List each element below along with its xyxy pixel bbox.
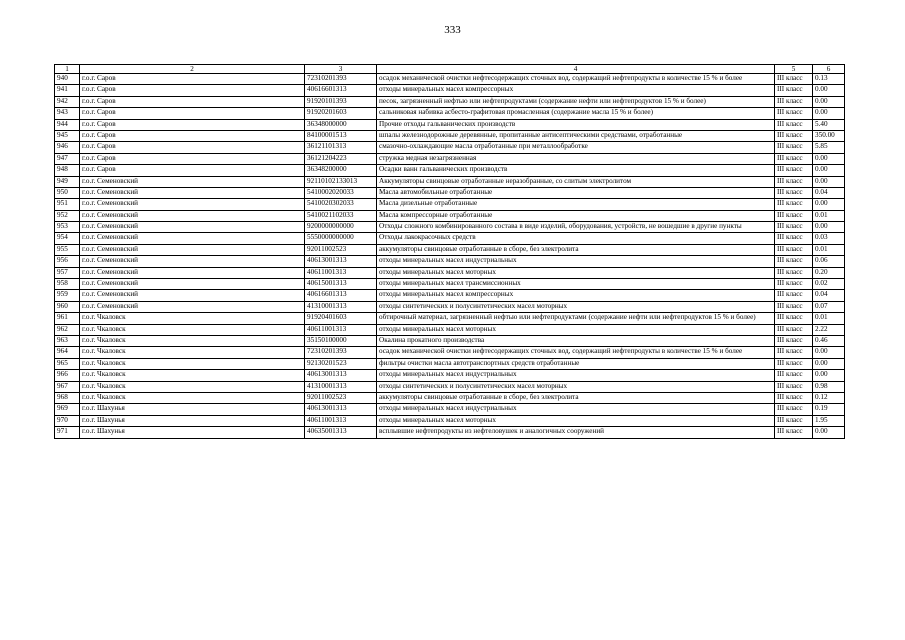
hazard-class-cell: III класс bbox=[775, 244, 813, 255]
code-cell: 40635001313 bbox=[305, 427, 377, 438]
row-number-cell: 956 bbox=[55, 256, 80, 267]
location-cell: г.о.г. Семеновский bbox=[80, 256, 305, 267]
row-number-cell: 971 bbox=[55, 427, 80, 438]
column-header: 1 bbox=[55, 65, 80, 74]
location-cell: г.о.г. Саров bbox=[80, 74, 305, 85]
location-cell: г.о.г. Саров bbox=[80, 108, 305, 119]
location-cell: г.о.г. Чкаловск bbox=[80, 358, 305, 369]
amount-cell: 0.12 bbox=[813, 392, 845, 403]
code-cell: 92011002523 bbox=[305, 392, 377, 403]
amount-cell: 0.00 bbox=[813, 96, 845, 107]
waste-name-cell: отходы минеральных масел компрессорных bbox=[377, 85, 775, 96]
row-number-cell: 943 bbox=[55, 108, 80, 119]
hazard-class-cell: III класс bbox=[775, 74, 813, 85]
amount-cell: 0.13 bbox=[813, 74, 845, 85]
hazard-class-cell: III класс bbox=[775, 222, 813, 233]
row-number-cell: 951 bbox=[55, 199, 80, 210]
amount-cell: 0.00 bbox=[813, 153, 845, 164]
table-row bbox=[55, 290, 845, 301]
code-cell: 5410021102033 bbox=[305, 210, 377, 221]
amount-cell: 0.01 bbox=[813, 210, 845, 221]
location-cell: г.о.г. Семеновский bbox=[80, 290, 305, 301]
location-cell: г.о.г. Семеновский bbox=[80, 187, 305, 198]
waste-register-table bbox=[54, 64, 845, 439]
table-row bbox=[55, 176, 845, 187]
waste-name-cell: Масла компрессорные отработанные bbox=[377, 210, 775, 221]
code-cell: 36348200000 bbox=[305, 165, 377, 176]
amount-cell: 0.00 bbox=[813, 427, 845, 438]
hazard-class-cell: III класс bbox=[775, 153, 813, 164]
row-number-cell: 948 bbox=[55, 165, 80, 176]
code-cell: 91920201603 bbox=[305, 108, 377, 119]
amount-cell: 0.00 bbox=[813, 85, 845, 96]
amount-cell: 1.95 bbox=[813, 415, 845, 426]
code-cell: 40613001313 bbox=[305, 370, 377, 381]
hazard-class-cell: III класс bbox=[775, 427, 813, 438]
amount-cell: 2.22 bbox=[813, 324, 845, 335]
code-cell: 40613001313 bbox=[305, 256, 377, 267]
amount-cell: 0.19 bbox=[813, 404, 845, 415]
table-row bbox=[55, 381, 845, 392]
table-row bbox=[55, 142, 845, 153]
hazard-class-cell: III класс bbox=[775, 165, 813, 176]
amount-cell: 0.00 bbox=[813, 347, 845, 358]
row-number-cell: 954 bbox=[55, 233, 80, 244]
location-cell: г.о.г. Семеновский bbox=[80, 244, 305, 255]
row-number-cell: 946 bbox=[55, 142, 80, 153]
location-cell: г.о.г. Семеновский bbox=[80, 301, 305, 312]
code-cell: 92011002523 bbox=[305, 244, 377, 255]
code-cell: 36121101313 bbox=[305, 142, 377, 153]
row-number-cell: 947 bbox=[55, 153, 80, 164]
code-cell: 84100001513 bbox=[305, 130, 377, 141]
row-number-cell: 969 bbox=[55, 404, 80, 415]
hazard-class-cell: III класс bbox=[775, 370, 813, 381]
code-cell: 92110102133013 bbox=[305, 176, 377, 187]
table-row bbox=[55, 222, 845, 233]
amount-cell: 0.20 bbox=[813, 267, 845, 278]
row-number-cell: 970 bbox=[55, 415, 80, 426]
amount-cell: 0.00 bbox=[813, 176, 845, 187]
hazard-class-cell: III класс bbox=[775, 324, 813, 335]
hazard-class-cell: III класс bbox=[775, 108, 813, 119]
table-row bbox=[55, 153, 845, 164]
row-number-cell: 964 bbox=[55, 347, 80, 358]
waste-name-cell: песок, загрязненный нефтью или нефтепродуктами (содержание нефти или нефтепродуктов 15 % и более) bbox=[377, 96, 775, 107]
code-cell: 5410020302033 bbox=[305, 199, 377, 210]
row-number-cell: 963 bbox=[55, 335, 80, 346]
row-number-cell: 965 bbox=[55, 358, 80, 369]
hazard-class-cell: III класс bbox=[775, 347, 813, 358]
row-number-cell: 967 bbox=[55, 381, 80, 392]
amount-cell: 0.07 bbox=[813, 301, 845, 312]
hazard-class-cell: III класс bbox=[775, 313, 813, 324]
row-number-cell: 961 bbox=[55, 313, 80, 324]
table-row bbox=[55, 210, 845, 221]
table-row bbox=[55, 415, 845, 426]
row-number-cell: 957 bbox=[55, 267, 80, 278]
waste-name-cell: смазочно-охлаждающие масла отработанные при металлообработке bbox=[377, 142, 775, 153]
waste-name-cell: отходы синтетических и полусинтетических масел моторных bbox=[377, 381, 775, 392]
table-row bbox=[55, 187, 845, 198]
waste-name-cell: обтирочный материал, загрязненный нефтью или нефтепродуктами (содержание нефти или нефтепродуктов 15 % и более) bbox=[377, 313, 775, 324]
hazard-class-cell: III класс bbox=[775, 199, 813, 210]
waste-name-cell: Осадки ванн гальванических производств bbox=[377, 165, 775, 176]
table-row bbox=[55, 74, 845, 85]
waste-name-cell: отходы минеральных масел индустриальных bbox=[377, 404, 775, 415]
row-number-cell: 940 bbox=[55, 74, 80, 85]
hazard-class-cell: III класс bbox=[775, 233, 813, 244]
waste-name-cell: отходы минеральных масел трансмиссионных bbox=[377, 279, 775, 290]
table-row bbox=[55, 233, 845, 244]
waste-name-cell: фильтры очистки масла автотранспортных средств отработанные bbox=[377, 358, 775, 369]
code-cell: 40616601313 bbox=[305, 85, 377, 96]
table-row bbox=[55, 85, 845, 96]
code-cell: 9200000000000 bbox=[305, 222, 377, 233]
table-row bbox=[55, 324, 845, 335]
waste-name-cell: Окалина прокатного производства bbox=[377, 335, 775, 346]
waste-name-cell: Прочие отходы гальванических производств bbox=[377, 119, 775, 130]
code-cell: 36348000000 bbox=[305, 119, 377, 130]
location-cell: г.о.г. Чкаловск bbox=[80, 324, 305, 335]
amount-cell: 0.04 bbox=[813, 187, 845, 198]
hazard-class-cell: III класс bbox=[775, 119, 813, 130]
code-cell: 92130201523 bbox=[305, 358, 377, 369]
row-number-cell: 966 bbox=[55, 370, 80, 381]
waste-name-cell: отходы минеральных масел компрессорных bbox=[377, 290, 775, 301]
table-row bbox=[55, 301, 845, 312]
location-cell: г.о.г. Семеновский bbox=[80, 210, 305, 221]
waste-name-cell: стружка медная незагрязненная bbox=[377, 153, 775, 164]
code-cell: 35150100000 bbox=[305, 335, 377, 346]
row-number-cell: 950 bbox=[55, 187, 80, 198]
location-cell: г.о.г. Саров bbox=[80, 96, 305, 107]
hazard-class-cell: III класс bbox=[775, 142, 813, 153]
hazard-class-cell: III класс bbox=[775, 187, 813, 198]
waste-name-cell: Масла дизельные отработанные bbox=[377, 199, 775, 210]
row-number-cell: 958 bbox=[55, 279, 80, 290]
location-cell: г.о.г. Чкаловск bbox=[80, 370, 305, 381]
table-row bbox=[55, 119, 845, 130]
table-row bbox=[55, 96, 845, 107]
table-row bbox=[55, 313, 845, 324]
waste-name-cell: Отходы лакокрасочных средств bbox=[377, 233, 775, 244]
location-cell: г.о.г. Саров bbox=[80, 165, 305, 176]
code-cell: 40611001313 bbox=[305, 415, 377, 426]
waste-name-cell: аккумуляторы свинцовые отработанные в сборе, без электролита bbox=[377, 392, 775, 403]
table-row bbox=[55, 199, 845, 210]
location-cell: г.о.г. Семеновский bbox=[80, 267, 305, 278]
code-cell: 5550000000000 bbox=[305, 233, 377, 244]
hazard-class-cell: III класс bbox=[775, 85, 813, 96]
location-cell: г.о.г. Семеновский bbox=[80, 233, 305, 244]
location-cell: г.о.г. Саров bbox=[80, 153, 305, 164]
waste-name-cell: осадок механической очистки нефтесодержащих сточных вод, содержащий нефтепродукты в количестве 15 % и более bbox=[377, 347, 775, 358]
row-number-cell: 962 bbox=[55, 324, 80, 335]
row-number-cell: 942 bbox=[55, 96, 80, 107]
amount-cell: 0.00 bbox=[813, 165, 845, 176]
amount-cell: 0.01 bbox=[813, 313, 845, 324]
code-cell: 72310201393 bbox=[305, 347, 377, 358]
hazard-class-cell: III класс bbox=[775, 335, 813, 346]
location-cell: г.о.г. Саров bbox=[80, 85, 305, 96]
waste-name-cell: отходы минеральных масел индустриальных bbox=[377, 256, 775, 267]
amount-cell: 0.01 bbox=[813, 244, 845, 255]
hazard-class-cell: III класс bbox=[775, 267, 813, 278]
waste-name-cell: отходы минеральных масел моторных bbox=[377, 324, 775, 335]
location-cell: г.о.г. Чкаловск bbox=[80, 347, 305, 358]
row-number-cell: 968 bbox=[55, 392, 80, 403]
table-row bbox=[55, 370, 845, 381]
amount-cell: 0.00 bbox=[813, 108, 845, 119]
location-cell: г.о.г. Семеновский bbox=[80, 222, 305, 233]
hazard-class-cell: III класс bbox=[775, 404, 813, 415]
location-cell: г.о.г. Чкаловск bbox=[80, 392, 305, 403]
column-header: 4 bbox=[377, 65, 775, 74]
table-row bbox=[55, 256, 845, 267]
waste-name-cell: осадок механической очистки нефтесодержащих сточных вод, содержащий нефтепродукты в количестве 15 % и более bbox=[377, 74, 775, 85]
hazard-class-cell: III класс bbox=[775, 358, 813, 369]
waste-name-cell: отходы синтетических и полусинтетических масел моторных bbox=[377, 301, 775, 312]
row-number-cell: 955 bbox=[55, 244, 80, 255]
location-cell: г.о.г. Саров bbox=[80, 119, 305, 130]
hazard-class-cell: III класс bbox=[775, 301, 813, 312]
code-cell: 40616601313 bbox=[305, 290, 377, 301]
waste-name-cell: шпалы железнодорожные деревянные, пропитанные антисептическими средствами, отработанные bbox=[377, 130, 775, 141]
waste-name-cell: Отходы сложного комбинированного состава в виде изделий, оборудования, устройств, не вошедшие в другие пункты bbox=[377, 222, 775, 233]
hazard-class-cell: III класс bbox=[775, 176, 813, 187]
amount-cell: 0.00 bbox=[813, 358, 845, 369]
table-row bbox=[55, 392, 845, 403]
location-cell: г.о.г. Чкаловск bbox=[80, 381, 305, 392]
row-number-cell: 949 bbox=[55, 176, 80, 187]
amount-cell: 0.00 bbox=[813, 199, 845, 210]
location-cell: г.о.г. Шахунья bbox=[80, 415, 305, 426]
hazard-class-cell: III класс bbox=[775, 256, 813, 267]
hazard-class-cell: III класс bbox=[775, 381, 813, 392]
amount-cell: 0.06 bbox=[813, 256, 845, 267]
amount-cell: 0.46 bbox=[813, 335, 845, 346]
column-header: 5 bbox=[775, 65, 813, 74]
location-cell: г.о.г. Саров bbox=[80, 142, 305, 153]
table-row bbox=[55, 427, 845, 438]
amount-cell: 0.04 bbox=[813, 290, 845, 301]
column-header: 6 bbox=[813, 65, 845, 74]
hazard-class-cell: III класс bbox=[775, 392, 813, 403]
code-cell: 5410002020033 bbox=[305, 187, 377, 198]
amount-cell: 5.40 bbox=[813, 119, 845, 130]
table-row bbox=[55, 130, 845, 141]
row-number-cell: 944 bbox=[55, 119, 80, 130]
location-cell: г.о.г. Шахунья bbox=[80, 404, 305, 415]
waste-name-cell: отходы минеральных масел индустриальных bbox=[377, 370, 775, 381]
amount-cell: 0.00 bbox=[813, 222, 845, 233]
table-row bbox=[55, 108, 845, 119]
amount-cell: 0.98 bbox=[813, 381, 845, 392]
row-number-cell: 959 bbox=[55, 290, 80, 301]
table-row bbox=[55, 279, 845, 290]
table-row bbox=[55, 267, 845, 278]
location-cell: г.о.г. Шахунья bbox=[80, 427, 305, 438]
table-row bbox=[55, 404, 845, 415]
waste-name-cell: Масла автомобильные отработанные bbox=[377, 187, 775, 198]
page-number: 333 bbox=[444, 24, 461, 36]
amount-cell: 350.00 bbox=[813, 130, 845, 141]
column-header: 3 bbox=[305, 65, 377, 74]
waste-name-cell: Аккумуляторы свинцовые отработанные неразобранные, со слитым электролитом bbox=[377, 176, 775, 187]
amount-cell: 0.02 bbox=[813, 279, 845, 290]
code-cell: 40611001313 bbox=[305, 267, 377, 278]
code-cell: 40613001313 bbox=[305, 404, 377, 415]
location-cell: г.о.г. Семеновский bbox=[80, 279, 305, 290]
table-row bbox=[55, 358, 845, 369]
hazard-class-cell: III класс bbox=[775, 210, 813, 221]
row-number-cell: 960 bbox=[55, 301, 80, 312]
row-number-cell: 953 bbox=[55, 222, 80, 233]
table-row bbox=[55, 335, 845, 346]
location-cell: г.о.г. Саров bbox=[80, 130, 305, 141]
amount-cell: 0.03 bbox=[813, 233, 845, 244]
header-row bbox=[55, 65, 845, 74]
row-number-cell: 952 bbox=[55, 210, 80, 221]
row-number-cell: 945 bbox=[55, 130, 80, 141]
hazard-class-cell: III класс bbox=[775, 290, 813, 301]
hazard-class-cell: III класс bbox=[775, 96, 813, 107]
code-cell: 72310201393 bbox=[305, 74, 377, 85]
location-cell: г.о.г. Семеновский bbox=[80, 176, 305, 187]
hazard-class-cell: III класс bbox=[775, 279, 813, 290]
hazard-class-cell: III класс bbox=[775, 130, 813, 141]
waste-name-cell: аккумуляторы свинцовые отработанные в сборе, без электролита bbox=[377, 244, 775, 255]
location-cell: г.о.г. Чкаловск bbox=[80, 313, 305, 324]
waste-name-cell: отходы минеральных масел моторных bbox=[377, 415, 775, 426]
code-cell: 40615001313 bbox=[305, 279, 377, 290]
code-cell: 36121204223 bbox=[305, 153, 377, 164]
code-cell: 91920401603 bbox=[305, 313, 377, 324]
column-header: 2 bbox=[80, 65, 305, 74]
code-cell: 40611001313 bbox=[305, 324, 377, 335]
code-cell: 41310001313 bbox=[305, 381, 377, 392]
table-row bbox=[55, 244, 845, 255]
waste-name-cell: сальниковая набивка асбесто-графитовая промасленная (содержание масла 15 % и более) bbox=[377, 108, 775, 119]
location-cell: г.о.г. Чкаловск bbox=[80, 335, 305, 346]
hazard-class-cell: III класс bbox=[775, 415, 813, 426]
location-cell: г.о.г. Семеновский bbox=[80, 199, 305, 210]
code-cell: 41310001313 bbox=[305, 301, 377, 312]
amount-cell: 5.85 bbox=[813, 142, 845, 153]
table-row bbox=[55, 347, 845, 358]
code-cell: 91920101393 bbox=[305, 96, 377, 107]
amount-cell: 0.00 bbox=[813, 370, 845, 381]
waste-name-cell: отходы минеральных масел моторных bbox=[377, 267, 775, 278]
table-row bbox=[55, 165, 845, 176]
waste-name-cell: всплывшие нефтепродукты из нефтеловушек и аналогичных сооружений bbox=[377, 427, 775, 438]
row-number-cell: 941 bbox=[55, 85, 80, 96]
